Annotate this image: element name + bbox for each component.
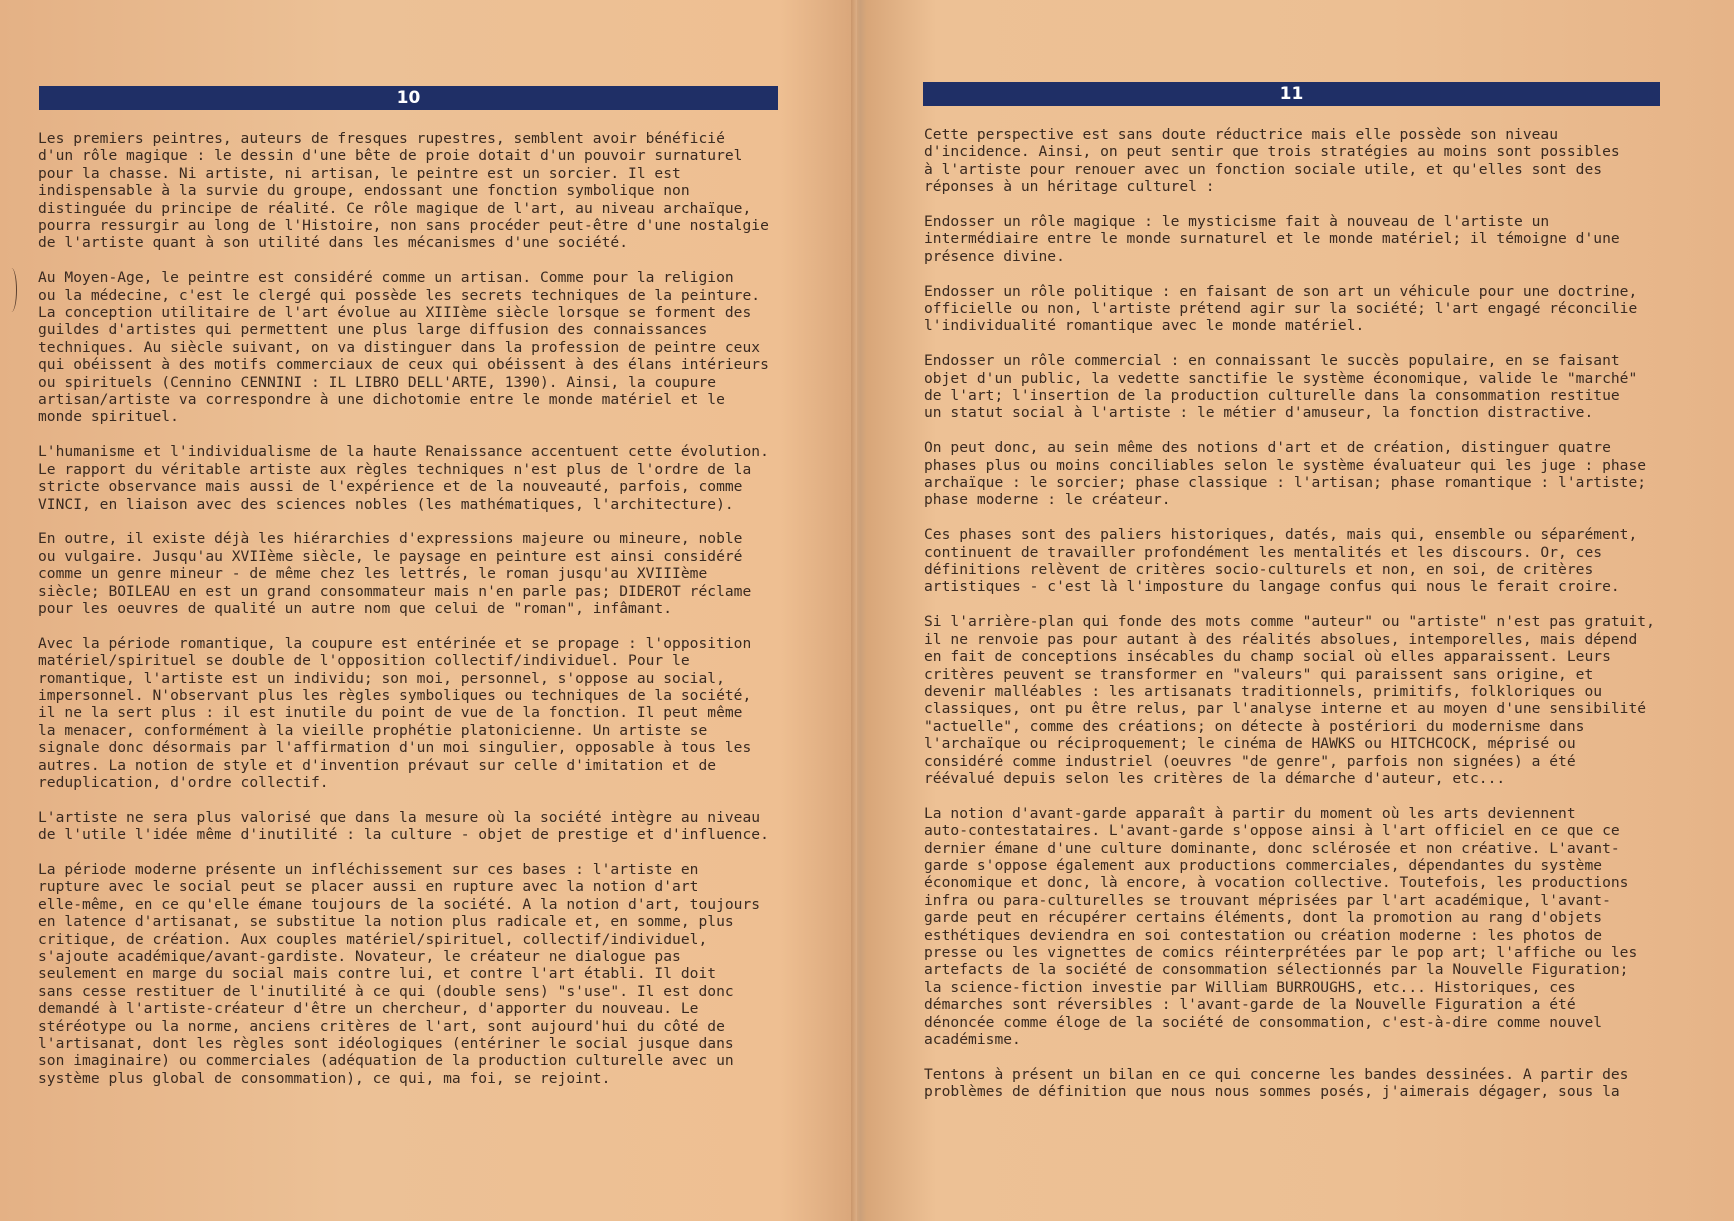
paragraph: La période moderne présente un infléchissement sur ces bases : l'artiste en rupture avec le social peut se placer aussi en rupture avec la notion d'art elle-même, en ce qu'elle émane toujours de la société. A la notion d'art, toujours en latence d'artisanat, se substitue la notion plus radicale et, en somme, plus critique, de création. Aux couples matériel/spirituel, collectif/individuel, s'ajoute académique/avant-gardiste. Novateur, le créateur ne dialogue pas seulement en marge du social mais contre lui, et contre l'art établi. Il doit sans cesse restituer de l'inutilité à ce qui (double sens) "s'use". Il est donc demandé à l'artiste-créateur d'être un chercheur, d'apporter du nouveau. Le stéréotype ou la norme, anciens critères de l'art, sont aujourd'hui du côté de l'artisanat, dont les règles sont idéologiques (entériner le social jusque dans son imaginaire) ou commerciales (adéquation de la production culturelle avec un système plus global de consommation), ce qui, ma foi, se rejoint. bbox=[38, 860, 761, 1087]
left-page bbox=[0, 0, 850, 1221]
paragraph: Cette perspective est sans doute réductrice mais elle possède son niveau d'incidence. Ainsi, on peut sentir que trois stratégies au moins sont possibles à l'artiste pour renouer avec un fonction sociale utile, et qu'elles sont des réponses à un héritage culturel : bbox=[924, 126, 1620, 196]
paragraph: Les premiers peintres, auteurs de fresques rupestres, semblent avoir bénéficié d'un rôle magique : le dessin d'une bête de proie dotait d'un pouvoir surnaturel pour la chasse. Ni artiste, ni artisan, le peintre est un sorcier. Il est indispensable à la survie du groupe, endossant une fonction symbolique non distinguée du principe de réalité. Ce rôle magique de l'art, au niveau archaïque, pourra ressurgir au long de l'Histoire, non sans procéder peut-être d'une nostalgie de l'artiste quant à son utilité dans les mécanismes d'une société. bbox=[38, 130, 769, 252]
left-page-body bbox=[38, 130, 798, 1105]
paragraph: Si l'arrière-plan qui fonde des mots comme "auteur" ou "artiste" n'est pas gratuit, il ne renvoie pas pour autant à des réalités absolues, intemporelles, mais dépend en fait de conceptions insécables du champ social où elles apparaissent. Leurs critères peuvent se transformer en "valeurs" qui paraissent sans origine, et devenir malléables : les artisanats traditionnels, primitifs, folkloriques ou classiques, ont pu être relus, par l'analyse interne et au moyen d'une sensibilité "actuelle", comme des créations; on détecte à postériori du modernisme dans l'archaïque ou réciproquement; le cinéma de HAWKS ou HITCHCOCK, méprisé ou considéré comme industriel (oeuvres "de genre", parfois non signées) a été réévalué depuis selon les critères de la démarche d'auteur, etc... bbox=[924, 613, 1655, 787]
paragraph: Ces phases sont des paliers historiques, datés, mais qui, ensemble ou séparément, continuent de travailler profondément les mentalités et les discours. Or, ces définitions relèvent de critères socio-culturels et non, en soi, de critères artistiques - c'est là l'imposture du langage confus qui nous le ferait croire. bbox=[924, 526, 1638, 596]
paragraph: L'artiste ne sera plus valorisé que dans la mesure où la société intègre au niveau de l'utile l'idée même d'inutilité : la culture - objet de prestige et d'influence. bbox=[38, 808, 769, 844]
right-page bbox=[850, 0, 1734, 1221]
right-page-body bbox=[924, 126, 1714, 1118]
paragraph: L'humanisme et l'individualisme de la haute Renaissance accentuent cette évolution. Le rapport du véritable artiste aux règles techniques n'est plus de l'ordre de la stricte observance mais aussi de l'expérience et de la nouveauté, parfois, comme VINCI, en liaison avec des sciences nobles (les mathématiques, l'architecture). bbox=[38, 443, 769, 513]
paragraph: Endosser un rôle magique : le mysticisme fait à nouveau de l'artiste un intermédiaire entre le monde surnaturel et le monde matériel; il témoigne d'une présence divine. bbox=[924, 213, 1620, 265]
margin-pencil-mark bbox=[6, 268, 17, 312]
paragraph: Avec la période romantique, la coupure est entérinée et se propage : l'opposition matériel/spirituel se double de l'opposition collectif/individuel. Pour le romantique, l'artiste est un individu; son moi, personnel, s'oppose au social, impersonnel. N'observant plus les règles symboliques ou techniques de la société, il ne la sert plus : il est inutile du point de vue de la fonction. Il peut même la menacer, conformément à la vieille prophétie platonicienne. Un artiste se signale donc désormais par l'affirmation d'un moi singulier, opposable à tous les autres. La notion de style et d'invention prévaut sur celle d'imitation et de reduplication, d'ordre collectif. bbox=[38, 634, 752, 791]
paragraph: On peut donc, au sein même des notions d'art et de création, distinguer quatre phases plus ou moins conciliables selon le système évaluateur qui les juge : phase archaïque : le sorcier; phase classique : l'artisan; phase romantique : l'artiste; phase moderne : le créateur. bbox=[924, 439, 1647, 509]
paragraph: Tentons à présent un bilan en ce qui concerne les bandes dessinées. A partir des problèmes de définition que nous nous sommes posés, j'aimerais dégager, sous la bbox=[924, 1065, 1629, 1101]
paragraph: Au Moyen-Age, le peintre est considéré comme un artisan. Comme pour la religion ou la médecine, c'est le clergé qui possède les secrets techniques de la peinture. La conception utilitaire de l'art évolue au XIIIème siècle lorsque se forment des guildes d'artistes qui permettent une plus large diffusion des connaissances techniques. Au siècle suivant, on va distinguer dans la profession de peintre ceux qui obéissent à des motifs commerciaux de ceux qui obéissent à des élans intérieurs ou spirituels (Cennino CENNINI : IL LIBRO DELL'ARTE, 1390). Ainsi, la coupure artisan/artiste va correspondre à une dichotomie entre le monde matériel et le monde spirituel. bbox=[38, 269, 769, 426]
paragraph: La notion d'avant-garde apparaît à partir du moment où les arts deviennent auto-contestataires. L'avant-garde s'oppose ainsi à l'art officiel en ce que ce dernier émane d'une culture dominante, donc sclérosée et non créative. L'avant- garde s'oppose également aux productions commerciales, dépendantes du système économique et donc, là encore, à vocation collective. Toutefois, les productions infra ou para-culturelles se trouvant méprisées par l'art académique, l'avant- garde peut en récupérer certains éléments, dont la promotion au rang d'objets esthétiques deviendra en soi contestation ou création moderne : les photos de presse ou les vignettes de comics réinterprétées par le pop art; l'affiche ou les artefacts de la société de consommation sélectionnés par la Nouvelle Figuration; la science-fiction investie par William BURROUGHS, etc... Historiques, ces démarches sont réversibles : l'avant-garde de la Nouvelle Figuration a été dénoncée comme éloge de la société de consommation, c'est-à-dire comme nouvel académisme. bbox=[924, 804, 1638, 1049]
paragraph: Endosser un rôle commercial : en connaissant le succès populaire, en se faisant objet d'un public, la vedette sanctifie le système économique, valide le "marché" de l'art; l'insertion de la production culturelle dans la consommation restitue un statut social à l'artiste : le métier d'amuseur, la fonction distractive. bbox=[924, 352, 1638, 422]
paragraph: En outre, il existe déjà les hiérarchies d'expressions majeure ou mineure, noble ou vulgaire. Jusqu'au XVIIème siècle, le paysage en peinture est ainsi considéré comme un genre mineur - de même chez les lettrés, le roman jusqu'au XVIIIème siècle; BOILEAU en est un grand consommateur mais n'en parle pas; DIDEROT réclame pour les oeuvres de qualité un autre nom que celui de "roman", infâmant. bbox=[38, 530, 752, 617]
page-number-header-left: 10 bbox=[39, 86, 778, 110]
paragraph: Endosser un rôle politique : en faisant de son art un véhicule pour une doctrine, officielle ou non, l'artiste prétend agir sur la société; l'art engagé réconcilie l'individualité romantique avec le monde matériel. bbox=[924, 282, 1638, 335]
page-number-header-right: 11 bbox=[923, 82, 1660, 106]
